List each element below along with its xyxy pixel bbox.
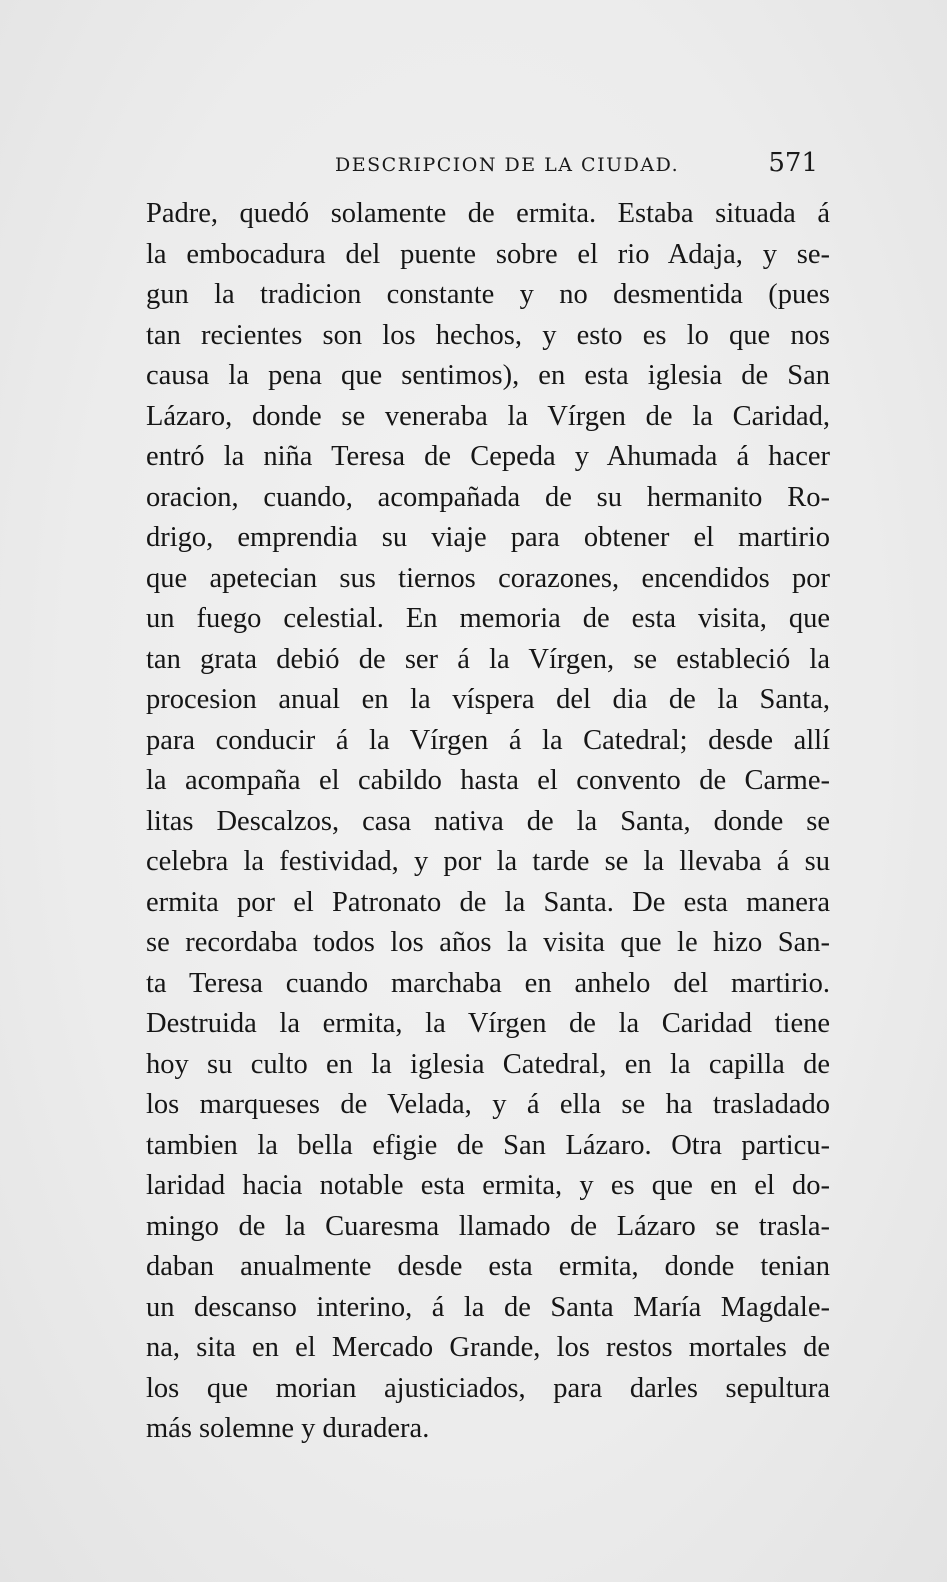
text-line: na, sita en el Mercado Grande, los restos mortales de: [146, 1332, 830, 1363]
page-header: [150, 148, 822, 188]
text-line: hoy su culto en la iglesia Catedral, en la capilla de: [146, 1048, 830, 1080]
text-line: litas Descalzos, casa nativa de la Santa, donde se: [146, 805, 830, 837]
text-line: que apetecian sus tiernos corazones, encendidos por: [146, 562, 830, 594]
text-line: Destruida la ermita, la Vírgen de la Caridad tiene: [146, 1008, 830, 1039]
text-line: causa la pena que sentimos), en esta iglesia de San: [146, 360, 830, 391]
text-line: Padre, quedó solamente de ermita. Estaba situada á: [146, 198, 830, 229]
text-line: ta Teresa cuando marchaba en anhelo del martirio.: [146, 967, 830, 999]
text-line: Lázaro, donde se veneraba la Vírgen de la Caridad,: [146, 400, 830, 432]
text-line: tan recientes son los hechos, y esto es lo que nos: [146, 319, 830, 351]
text-line: un descanso interino, á la de Santa María Magdale-: [146, 1291, 830, 1323]
text-line: mingo de la Cuaresma llamado de Lázaro se trasla-: [146, 1210, 830, 1242]
text-line: entró la niña Teresa de Cepeda y Ahumada á hacer: [146, 441, 830, 472]
text-line: la acompaña el cabildo hasta el convento de Carme-: [146, 765, 830, 796]
running-title: DESCRIPCION DE LA CIUDAD.: [335, 154, 680, 176]
text-line: se recordaba todos los años la visita que le hizo San-: [146, 927, 830, 958]
text-line: celebra la festividad, y por la tarde se la llevaba á su: [146, 846, 830, 877]
text-line: los que morian ajusticiados, para darles sepultura: [146, 1372, 830, 1404]
text-line: los marqueses de Velada, y á ella se ha trasladado: [146, 1089, 830, 1120]
text-line: oracion, cuando, acompañada de su hermanito Ro-: [146, 481, 830, 513]
text-line: gun la tradicion constante y no desmentida (pues: [146, 279, 830, 310]
text-line: más solemne y duradera.: [146, 1413, 430, 1444]
text-line: ermita por el Patronato de la Santa. De esta manera: [146, 886, 830, 918]
text-line: tambien la bella efigie de San Lázaro. Otra particu-: [146, 1129, 830, 1161]
text-line: procesion anual en la víspera del dia de la Santa,: [146, 684, 830, 715]
page-number: 571: [768, 148, 818, 178]
text-line: la embocadura del puente sobre el rio Adaja, y se-: [146, 238, 830, 270]
text-line: para conducir á la Vírgen á la Catedral; desde allí: [146, 724, 830, 756]
text-line: laridad hacia notable esta ermita, y es que en el do-: [146, 1170, 830, 1201]
text-line: drigo, emprendia su viaje para obtener el martirio: [146, 522, 830, 553]
body-text: [146, 194, 830, 1450]
text-line: un fuego celestial. En memoria de esta visita, que: [146, 603, 830, 634]
text-line: daban anualmente desde esta ermita, donde tenian: [146, 1251, 830, 1282]
text-line: tan grata debió de ser á la Vírgen, se estableció la: [146, 643, 830, 675]
